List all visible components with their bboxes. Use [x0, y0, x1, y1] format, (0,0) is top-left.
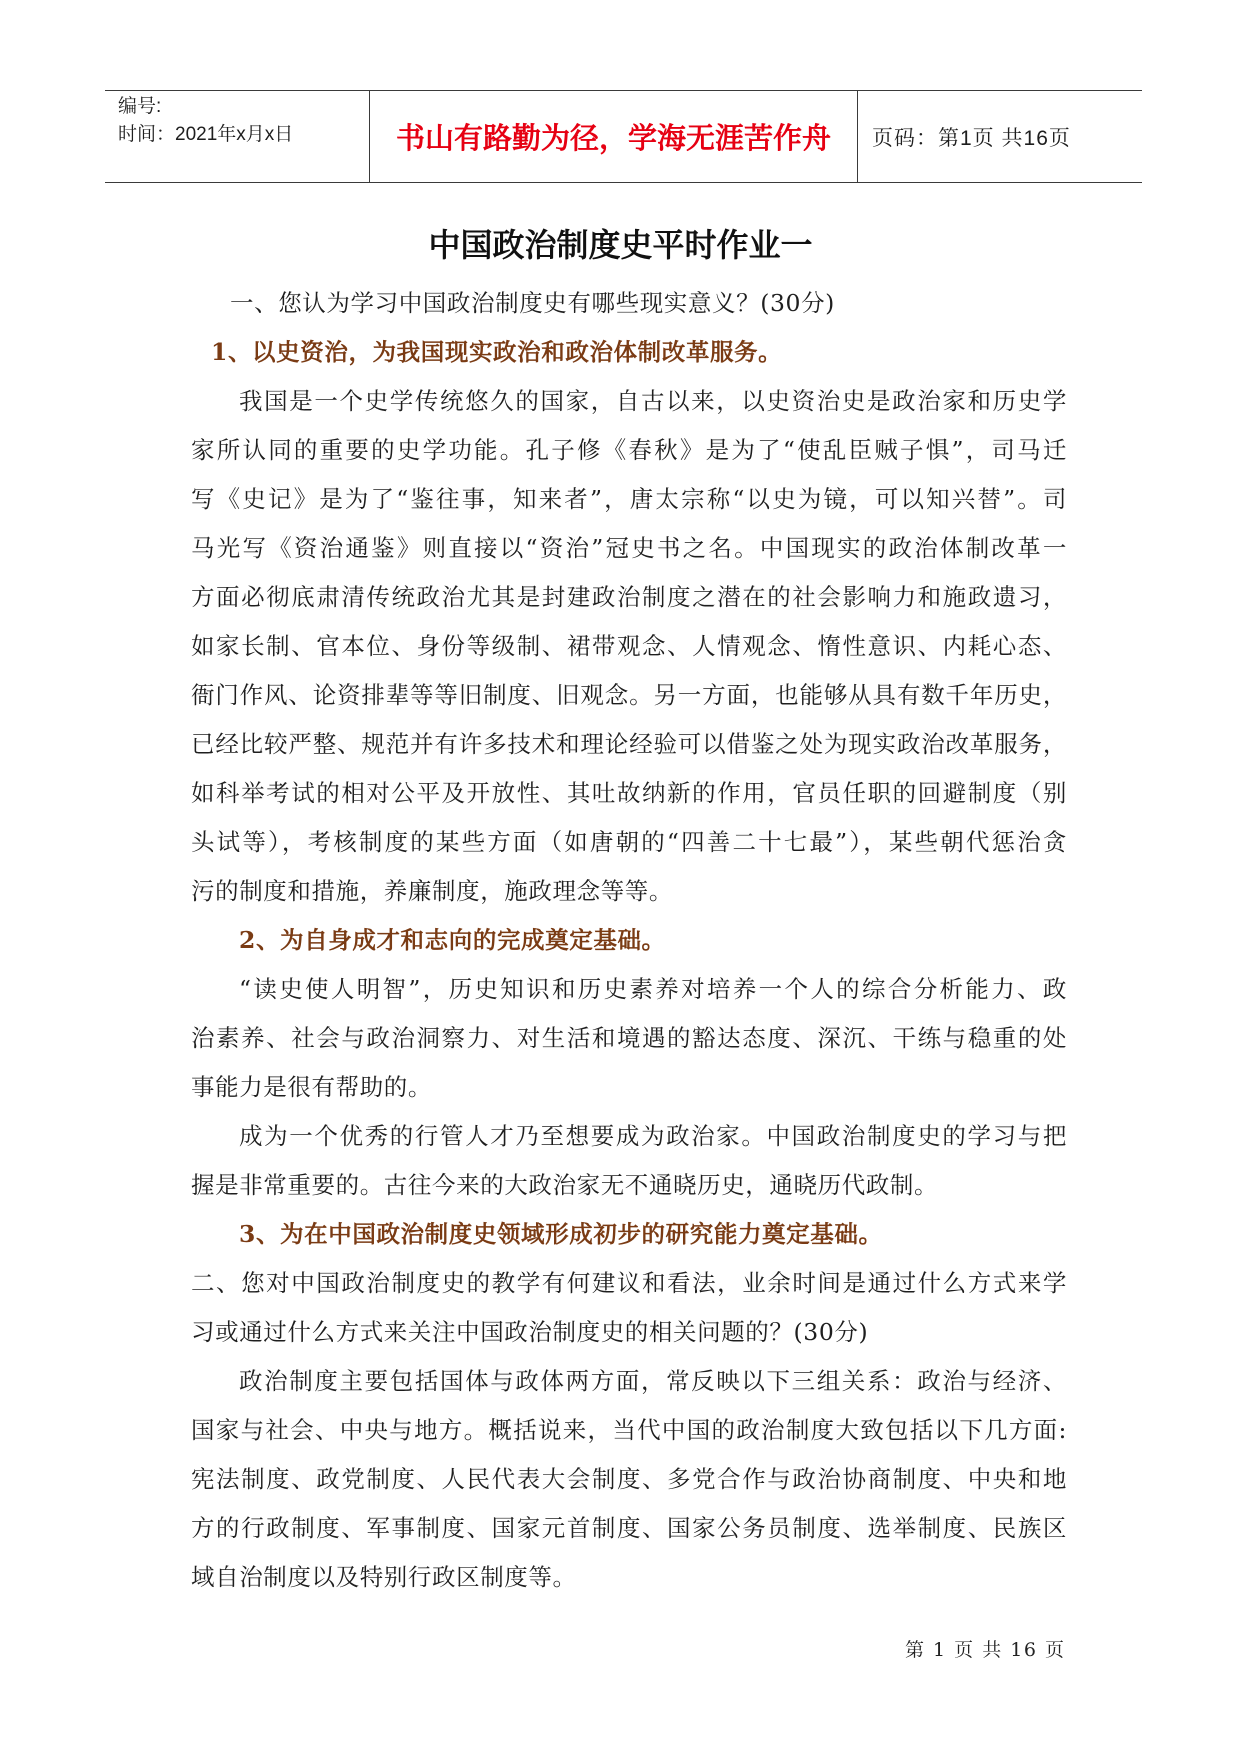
paragraph-line: 握是非常重要的。古往今来的大政治家无不通晓历史，通晓历代政制。: [191, 1171, 939, 1199]
paragraph-line: 衙门作风、论资排辈等等旧制度、旧观念。另一方面，也能够从具有数千年历史，: [191, 681, 1067, 709]
paragraph-line: 域自治制度以及特别行政区制度等。: [191, 1563, 577, 1591]
point-2-heading: 2、为自身成才和志向的完成奠定基础。: [239, 926, 666, 954]
motto: 书山有路勤为径，学海无涯苦作舟: [395, 121, 831, 155]
paragraph-line: 成为一个优秀的行管人才乃至想要成为政治家。中国政治制度史的学习与把: [239, 1122, 1067, 1150]
paragraph-line: 污的制度和措施，养廉制度，施政理念等等。: [191, 877, 673, 905]
question-2-line: 习或通过什么方式来关注中国政治制度史的相关问题的？(30分): [191, 1318, 869, 1346]
paragraph-line: “读史使人明智”，历史知识和历史素养对培养一个人的综合分析能力、政: [239, 975, 1067, 1003]
header-page-info: 页码：第1页 共16页: [872, 126, 1071, 150]
paragraph-line: 写《史记》是为了“鉴往事，知来者”，唐太宗称“以史为镜，可以知兴替”。司: [191, 485, 1067, 513]
paragraph-line: 政治制度主要包括国体与政体两方面，常反映以下三组关系：政治与经济、: [239, 1367, 1067, 1395]
point-3-heading: 3、为在中国政治制度史领域形成初步的研究能力奠定基础。: [239, 1220, 883, 1248]
paragraph-line: 已经比较严整、规范并有许多技术和理论经验可以借鉴之处为现实政治改革服务，: [191, 730, 1067, 758]
paragraph-line: 方面必彻底肃清传统政治尤其是封建政治制度之潜在的社会影响力和施政遗习，: [191, 583, 1067, 611]
paragraph-line: 国家与社会、中央与地方。概括说来，当代中国的政治制度大致包括以下几方面:: [191, 1416, 1067, 1444]
question-2-line: 二、您对中国政治制度史的教学有何建议和看法，业余时间是通过什么方式来学: [191, 1269, 1067, 1297]
document-title: 中国政治制度史平时作业一: [428, 227, 813, 263]
paragraph-line: 我国是一个史学传统悠久的国家，自古以来，以史资治史是政治家和历史学: [239, 387, 1067, 415]
paragraph-line: 事能力是很有帮助的。: [191, 1073, 432, 1101]
header-table: [105, 90, 1142, 183]
paragraph-line: 方的行政制度、军事制度、国家元首制度、国家公务员制度、选举制度、民族区: [191, 1514, 1067, 1542]
serial-number-label: 编号:: [118, 96, 162, 117]
paragraph-line: 头试等），考核制度的某些方面（如唐朝的“四善二十七最”），某些朝代惩治贪: [191, 828, 1067, 856]
paragraph-line: 如家长制、官本位、身份等级制、裙带观念、人情观念、惰性意识、内耗心态、: [191, 632, 1067, 660]
date-label: 时间：2021年x月x日: [118, 124, 294, 145]
header-page-cell: [858, 91, 1142, 182]
question-1-line: 一、您认为学习中国政治制度史有哪些现实意义？(30分): [230, 289, 835, 317]
point-1-heading: 1、以史资治，为我国现实政治和政治体制改革服务。: [211, 338, 783, 366]
paragraph-line: 宪法制度、政党制度、人民代表大会制度、多党合作与政治协商制度、中央和地: [191, 1465, 1067, 1493]
paragraph-line: 家所认同的重要的史学功能。孔子修《春秋》是为了“使乱臣贼子惧”，司马迁: [191, 436, 1067, 464]
paragraph-line: 如科举考试的相对公平及开放性、其吐故纳新的作用，官员任职的回避制度（别: [191, 779, 1067, 807]
paragraph-line: 马光写《资治通鉴》则直接以“资治”冠史书之名。中国现实的政治体制改革一: [191, 534, 1067, 562]
document-body: [191, 279, 1067, 1602]
paragraph-line: 治素养、社会与政治洞察力、对生活和境遇的豁达态度、深沉、干练与稳重的处: [191, 1024, 1067, 1052]
header-motto-cell: [369, 91, 858, 182]
header-info-cell: [105, 91, 369, 182]
footer-page-number: 第 1 页 共 16 页: [905, 1639, 1066, 1661]
